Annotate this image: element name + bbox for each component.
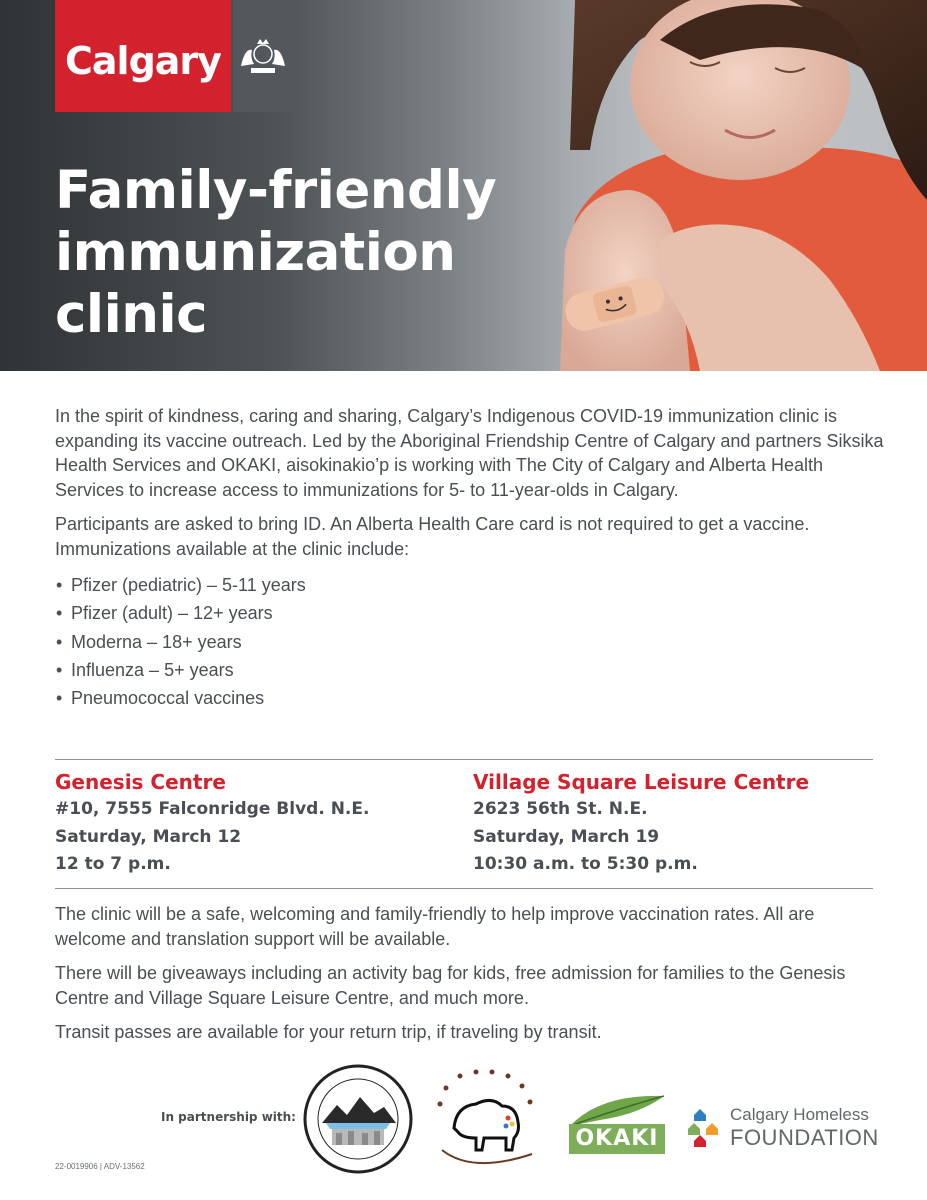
location-time: 12 to 7 p.m. xyxy=(55,854,171,874)
divider xyxy=(55,759,873,760)
siksika-health-services-logo xyxy=(432,1066,544,1178)
vaccine-label: Moderna – 18+ years xyxy=(71,631,242,652)
list-item: • Influenza – 5+ years xyxy=(56,659,234,680)
document-code: 22-0019906 | ADV-13562 xyxy=(55,1162,145,1171)
vaccine-label: Pneumococcal vaccines xyxy=(71,688,265,709)
location-address: #10, 7555 Falconridge Blvd. N.E. xyxy=(55,799,370,819)
calgary-crest-icon xyxy=(233,0,293,112)
list-item: • Pfizer (pediatric) – 5-11 years xyxy=(56,575,306,595)
list-item: • Pneumococcal vaccines xyxy=(56,688,265,709)
details-paragraph: The clinic will be a safe, welcoming and family-friendly to help improve vaccination rates. All are welcome and translation support will be available. xyxy=(55,904,815,949)
location-name: Village Square Leisure Centre xyxy=(473,770,810,794)
location-name: Genesis Centre xyxy=(55,770,226,794)
list-item: • Moderna – 18+ years xyxy=(56,631,242,652)
brand-name: Calgary xyxy=(65,39,221,83)
aboriginal-friendship-centre-logo xyxy=(302,1063,414,1175)
details-paragraph: Transit passes are available for your return trip, if traveling by transit. xyxy=(55,1022,602,1042)
location-genesis-centre xyxy=(55,768,369,879)
location-date: Saturday, March 12 xyxy=(55,826,242,847)
list-item: • Pfizer (adult) – 12+ years xyxy=(56,603,273,624)
chf-name-line1: Calgary Homeless xyxy=(730,1105,869,1124)
title-line: immunization xyxy=(55,222,456,283)
partners-label: In partnership with: xyxy=(161,1110,296,1124)
intro-section xyxy=(55,404,885,712)
calgary-homeless-foundation-logo xyxy=(686,1105,886,1155)
intro-paragraph: In the spirit of kindness, caring and sharing, Calgary’s Indigenous COVID-19 immunization clinic is expanding its vaccine outreach. Led by the Aboriginal Friendship Centre of Calgary and partners Siksika Health Services and OKAKI, aisokinakio’p is working with The City of Calgary and Alberta Health Services to increase access to immunizations for 5- to 11-year-olds in Calgary. xyxy=(55,406,884,500)
calgary-logo xyxy=(55,0,231,112)
location-village-square xyxy=(473,768,809,879)
details-section xyxy=(55,902,885,1045)
title-line: clinic xyxy=(55,284,208,345)
okaki-logo xyxy=(560,1090,670,1154)
chf-name-line2: FOUNDATION xyxy=(730,1125,879,1150)
location-time: 10:30 a.m. to 5:30 p.m. xyxy=(473,854,698,874)
location-address: 2623 56th St. N.E. xyxy=(473,799,648,819)
intro-paragraph: Participants are asked to bring ID. An Alberta Health Care card is not required to get a vaccine. Immunizations available at the clinic include: xyxy=(55,514,810,559)
okaki-wordmark: OKAKI xyxy=(569,1124,665,1154)
houses-icon xyxy=(686,1107,726,1147)
hero-banner xyxy=(0,0,927,371)
vaccine-list xyxy=(55,571,885,712)
location-date: Saturday, March 19 xyxy=(473,826,660,847)
vaccine-label: Pfizer (adult) – 12+ years xyxy=(71,603,273,624)
details-paragraph: There will be giveaways including an activity bag for kids, free admission for families to the Genesis Centre and Village Square Leisure Centre, and much more. xyxy=(55,963,846,1008)
page-title xyxy=(55,160,525,346)
divider xyxy=(55,888,873,889)
vaccine-label: Pfizer (pediatric) – 5-11 years xyxy=(71,575,306,595)
vaccine-label: Influenza – 5+ years xyxy=(71,659,234,680)
title-line: Family-friendly xyxy=(55,160,497,221)
